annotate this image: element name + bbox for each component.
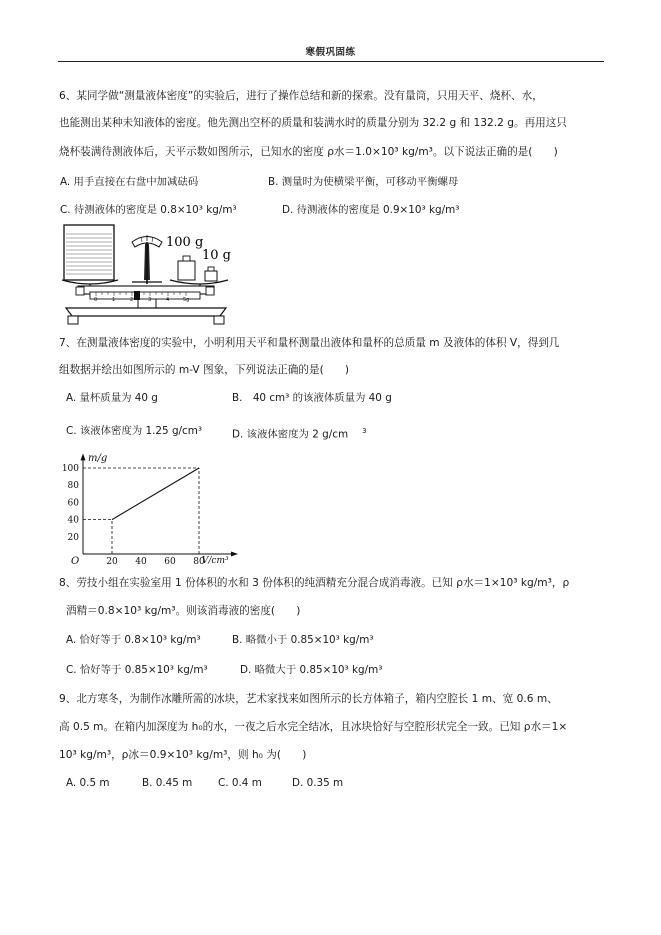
x-axis-label: V/cm³ (201, 556, 229, 566)
q7-option-d-text: D. 该液体密度为 2 g/cm (232, 428, 349, 441)
beaker-icon (64, 225, 114, 280)
q9-option-d: D. 0.35 m (292, 777, 344, 789)
q9-stem-line2: 高 0.5 m。在箱内加深度为 h₀的水，一夜之后水完全结冰，且冰块恰好与空腔形状完全一致。已知 ρ水＝1× (59, 721, 568, 733)
y-tick-label: 40 (67, 515, 79, 526)
mv-chart (58, 446, 229, 568)
q8-option-d: D. 略微大于 0.85×10³ kg/m³ (240, 664, 383, 676)
scale-tick-1: 1 (112, 297, 116, 303)
q6-stem-line3: 烧杯装满待测液体后，天平示数如图所示，已知水的密度 ρ水＝1.0×10³ kg/m³。以下说法正确的是( ) (59, 146, 558, 158)
weight-10g-label: 10 g (202, 248, 231, 263)
q7-option-d (232, 424, 367, 441)
q9-option-b: B. 0.45 m (142, 777, 193, 789)
q7-option-b: B. 40 cm³ 的该液体质量为 40 g (232, 392, 392, 404)
pointer-dial-icon (132, 235, 162, 284)
y-tick-label: 80 (67, 481, 79, 492)
y-tick-label: 60 (67, 498, 79, 509)
weight-100g-icon (178, 256, 195, 280)
x-tick-label: 40 (135, 557, 147, 567)
q8-stem-line1: 8、劳技小组在实验室用 1 份体积的水和 3 份体积的纯酒精充分混合成消毒液。已知 ρ水＝1×10³ kg/m³，ρ (59, 577, 570, 589)
x-tick-label: 60 (164, 557, 176, 567)
q7-option-c: C. 该液体密度为 1.25 g/cm³ (66, 425, 203, 437)
q9-option-c: C. 0.4 m (218, 777, 262, 789)
q7-option-a: A. 量杯质量为 40 g (66, 392, 158, 404)
q7-option-d-sup: 3 (362, 427, 367, 435)
q9-option-a: A. 0.5 m (66, 777, 110, 789)
x-axis-arrow (231, 552, 238, 557)
y-tick-label: 100 (61, 464, 79, 474)
scale-tick-0: 0 (94, 297, 98, 303)
left-nut-icon (76, 287, 84, 295)
q6-stem-line1: 6、某同学做“测量液体密度”的实验后，进行了操作总结和新的探索。没有量筒，只用天平、烧杯、水， (59, 90, 543, 102)
q9-stem-line1: 9、北方寒冬，为制作冰雕所需的冰块，艺术家找来如图所示的长方体箱子，箱内空腔长 1 m、宽 0.6 m、 (59, 693, 558, 705)
page-header: 寒假巩固练 (305, 47, 356, 58)
scale-tick-2: 2 (130, 297, 134, 303)
scale-tick-4: 4 (166, 297, 170, 303)
q8-option-c: C. 恰好等于 0.85×10³ kg/m³ (66, 664, 208, 676)
q8-option-b: B. 略微小于 0.85×10³ kg/m³ (232, 634, 374, 646)
y-axis-label: m/g (88, 453, 108, 464)
scale-tick-3: 3 (148, 297, 152, 303)
q6-option-c: C. 待测液体的密度是 0.8×10³ kg/m³ (60, 204, 237, 216)
q6-stem-line2: 也能测出某种未知液体的密度。他先测出空杯的质量和装满水时的质量分别为 32.2 g 和 132.2 g。再用这只 (59, 117, 567, 129)
q6-option-a: A. 用手直接在右盘中加减砝码 (60, 176, 199, 188)
header-rule (58, 61, 604, 62)
balance-base (66, 308, 226, 316)
scale-tick-5: 5g (183, 297, 190, 303)
rider-marker (134, 291, 140, 300)
q8-stem-line2: 酒精＝0.8×10³ kg/m³。则该消毒液的密度( ) (66, 605, 301, 617)
y-axis-arrow (81, 453, 86, 460)
q6-option-d: D. 待测液体的密度是 0.9×10³ kg/m³ (282, 204, 460, 216)
x-tick-label: 80 (193, 557, 205, 567)
y-tick-label: 20 (67, 532, 79, 543)
q7-stem-line2: 组数据并绘出如图所示的 m-V 图象，下列说法正确的是( ) (59, 364, 350, 376)
q8-option-a: A. 恰好等于 0.8×10³ kg/m³ (66, 634, 201, 646)
q9-stem-line3: 10³ kg/m³，ρ冰＝0.9×10³ kg/m³，则 h₀ 为( ) (59, 749, 307, 761)
data-line (112, 468, 199, 520)
weight-100g-label: 100 g (166, 235, 204, 250)
weight-10g-icon (205, 267, 217, 281)
right-nut-icon (206, 287, 214, 295)
balance-figure (60, 222, 232, 328)
x-tick-label: 20 (106, 557, 118, 567)
q6-option-b: B. 测量时为使横梁平衡，可移动平衡螺母 (268, 176, 459, 188)
q7-stem-line1: 7、在测量液体密度的实验中，小明利用天平和量杯测量出液体和量杯的总质量 m 及液体的体积 V，得到几 (59, 337, 560, 349)
origin-label: O (71, 556, 80, 567)
